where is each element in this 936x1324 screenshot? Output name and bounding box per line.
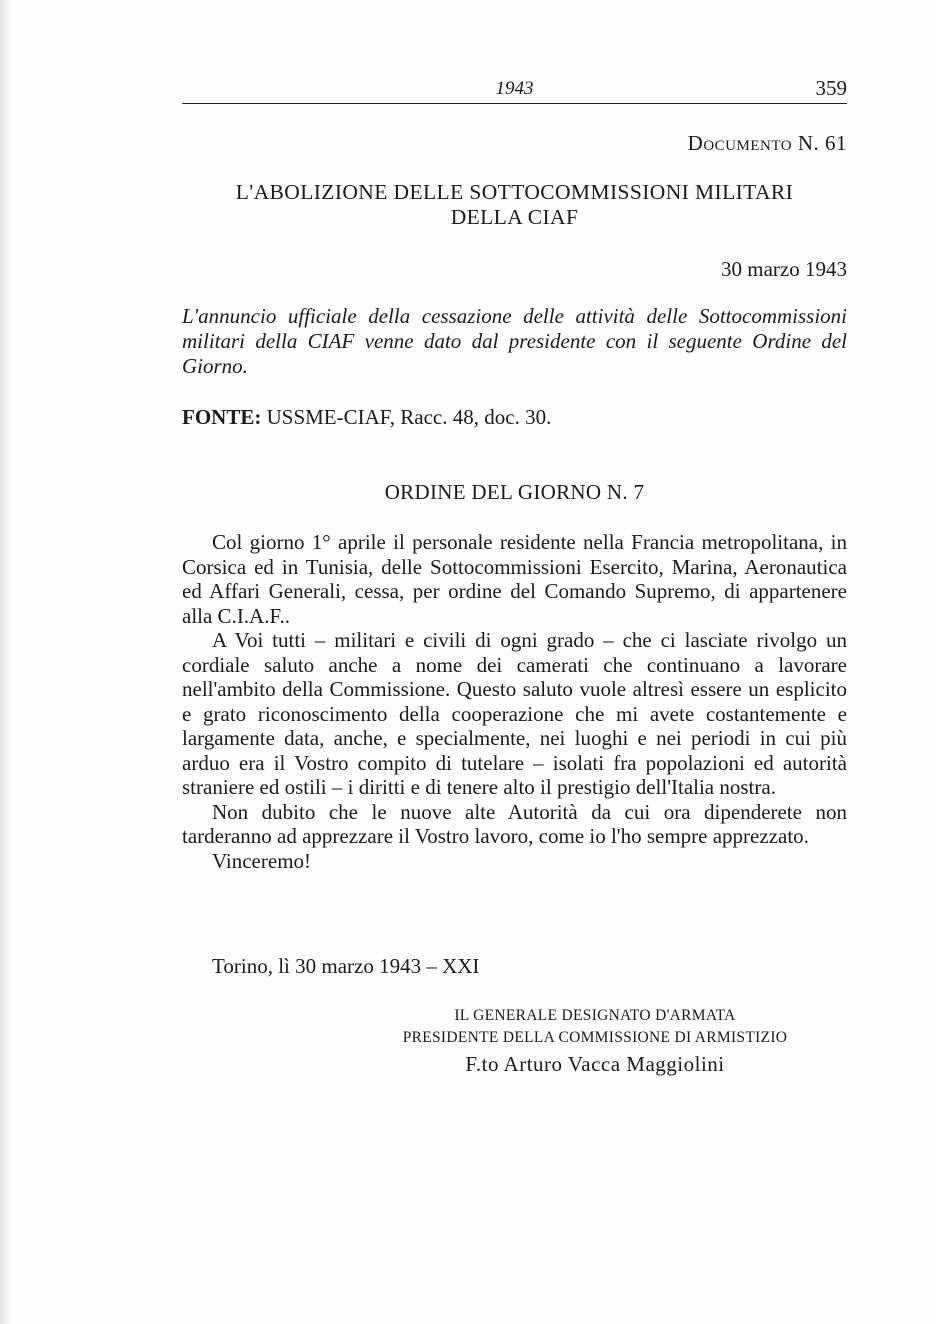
document-date: 30 marzo 1943	[721, 257, 847, 281]
document-title	[182, 180, 847, 230]
order-paragraph-1: Col giorno 1° aprile il personale residente nella Francia metropolitana, in Corsica ed in Tunisia, delle Sottocommissioni Esercito, Marina, Aeronautica ed Affari Generali, cessa, per ordine del Comando Supremo, di appartenere alla C.I.A.F..	[182, 530, 847, 628]
page-number: 359	[815, 76, 847, 100]
document-label: Documento	[687, 131, 793, 155]
place-date: Torino, lì 30 marzo 1943 – XXI	[212, 954, 480, 978]
signature-role: PRESIDENTE DELLA COMMISSIONE DI ARMISTIZIO	[402, 1029, 788, 1046]
document-number-value: N. 61	[797, 131, 847, 155]
signature-rank: IL GENERALE DESIGNATO D'ARMATA	[454, 1007, 736, 1024]
intro-paragraph: L'annuncio ufficiale della cessazione delle attività delle Sottocommissioni militari della CIAF venne dato dal presidente con il seguente Ordine del Giorno.	[182, 304, 847, 378]
signature-name: F.to Arturo Vacca Maggiolini	[465, 1052, 725, 1076]
source-text: USSME-CIAF, Racc. 48, doc. 30.	[266, 405, 552, 429]
running-header	[182, 76, 847, 104]
order-title: ORDINE DEL GIORNO N. 7	[384, 480, 645, 504]
title-line-1: L'ABOLIZIONE DELLE SOTTOCOMMISSIONI MILITARI	[235, 180, 794, 204]
signature-block	[300, 1005, 890, 1077]
document-number	[688, 131, 847, 156]
order-body	[182, 530, 847, 873]
title-line-2: DELLA CIAF	[450, 205, 579, 229]
order-paragraph-4: Vinceremo!	[212, 848, 312, 873]
source-line	[182, 405, 551, 430]
source-label: FONTE:	[182, 405, 262, 429]
order-paragraph-2: A Voi tutti – militari e civili di ogni grado – che ci lasciate rivolgo un cordiale saluto anche a nome dei camerati che continuano a lavorare nell'ambito della Commissione. Questo saluto vuole altresì essere un esplicito e grato riconoscimento della cooperazione che mi avete costantemente e largamente data, anche, e specialmente, nei luoghi e nei periodi in cui più arduo era il Vostro compito di tutelare – isolati fra popolazioni ed autorità straniere ed ostili – i diritti e di tenere alto il prestigio dell'Italia nostra.	[182, 628, 847, 799]
running-title: 1943	[495, 78, 534, 99]
order-paragraph-3: Non dubito che le nuove alte Autorità da cui ora dipenderete non tarderanno ad apprezzare il Vostro lavoro, come io l'ho sempre apprezzato.	[182, 799, 847, 848]
